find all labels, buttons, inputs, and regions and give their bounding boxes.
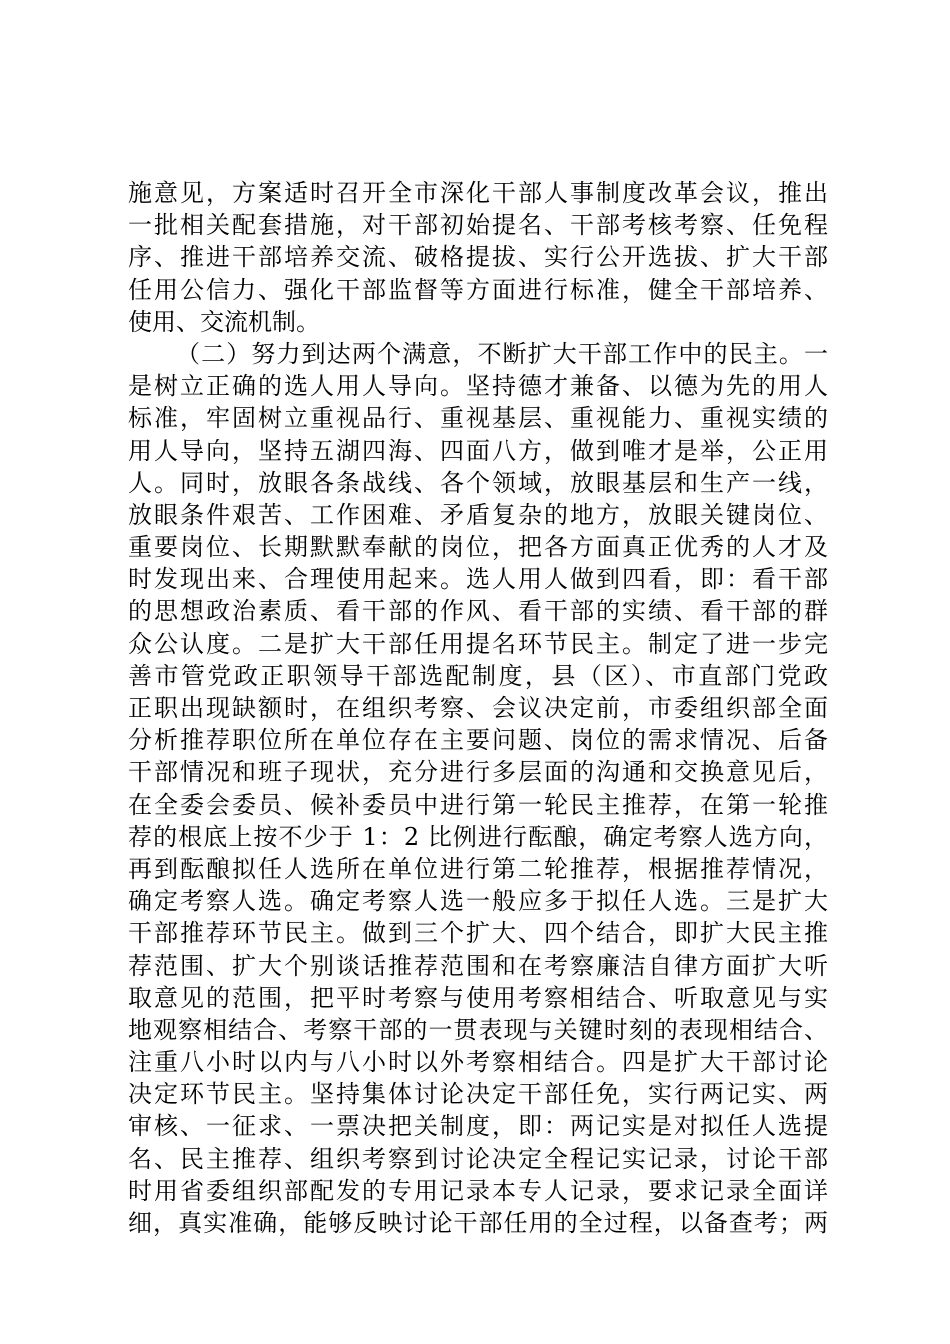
text-line: 善市管党政正职领导干部选配制度，县（区）、市直部门党政: [128, 661, 828, 690]
text-line: （二）努力到达两个满意，不断扩大干部工作中的民主。一: [176, 339, 828, 368]
text-line: 时用省委组织部配发的专用记录本专人记录，要求记录全面详: [128, 1176, 828, 1205]
text-line: 细，真实准确，能够反映讨论干部任用的全过程，以备查考；两: [128, 1209, 828, 1237]
text-line: 放眼条件艰苦、工作困难、矛盾复杂的地方，放眼关键岗位、: [128, 500, 828, 529]
text-line: 序、推进干部培养交流、破格提拔、实行公开选拔、扩大干部: [128, 243, 828, 272]
text-line: 使用、交流机制。: [128, 307, 320, 336]
text-line: 正职出现缺额时，在组织考察、会议决定前，市委组织部全面: [128, 694, 828, 722]
text-line: 再到酝酿拟任人选所在单位进行第二轮推荐，根据推荐情况，: [128, 854, 828, 883]
text-line: 荐范围、扩大个别谈话推荐范围和在考察廉洁自律方面扩大听: [128, 951, 828, 980]
text-line: 的思想政治素质、看干部的作风、看干部的实绩、看干部的群: [128, 597, 828, 626]
paragraph-2: [128, 338, 828, 1239]
text-line: 一批相关配套措施，对干部初始提名、干部考核考察、任免程: [128, 211, 828, 240]
text-line: 用人导向，坚持五湖四海、四面八方，做到唯才是举，公正用: [128, 436, 828, 465]
text-line: 决定环节民主。坚持集体讨论决定干部任免，实行两记实、两: [128, 1080, 828, 1109]
text-line: 施意见，方案适时召开全市深化干部人事制度改革会议，推出: [128, 179, 828, 207]
text-line: 任用公信力、强化干部监督等方面进行标准，健全干部培养、: [128, 275, 828, 304]
text-line: 是树立正确的选人用人导向。坚持德才兼备、以德为先的用人: [128, 372, 828, 401]
text-line: 荐的根底上按不少于 1：2 比例进行酝酿，确定考察人选方向，: [128, 822, 828, 851]
text-line: 众公认度。二是扩大干部任用提名环节民主。制定了进一步完: [128, 629, 828, 658]
text-line: 干部推荐环节民主。做到三个扩大、四个结合，即扩大民主推: [128, 919, 828, 948]
text-line: 标准，牢固树立重视品行、重视基层、重视能力、重视实绩的: [128, 404, 828, 433]
text-line: 分析推荐职位所在单位存在主要问题、岗位的需求情况、后备: [128, 726, 828, 755]
text-line: 重要岗位、长期默默奉献的岗位，把各方面真正优秀的人才及: [128, 533, 828, 562]
text-line: 干部情况和班子现状，充分进行多层面的沟通和交换意见后，: [128, 758, 828, 787]
text-line: 人。同时，放眼各条战线、各个领域，放眼基层和生产一线，: [128, 468, 828, 497]
body-text: [128, 177, 828, 1239]
paragraph-1: [128, 177, 828, 338]
text-line: 确定考察人选。确定考察人选一般应多于拟任人选。三是扩大: [128, 887, 828, 916]
text-line: 注重八小时以内与八小时以外考察相结合。四是扩大干部讨论: [128, 1048, 828, 1077]
text-line: 名、民主推荐、组织考察到讨论决定全程记实记录，讨论干部: [128, 1144, 828, 1173]
text-line: 取意见的范围，把平时考察与使用考察相结合、听取意见与实: [128, 983, 828, 1012]
text-line: 在全委会委员、候补委员中进行第一轮民主推荐，在第一轮推: [128, 790, 828, 819]
text-line: 时发现出来、合理使用起来。选人用人做到四看，即：看干部: [128, 565, 828, 594]
text-line: 审核、一征求、一票决把关制度，即：两记实是对拟任人选提: [128, 1112, 828, 1141]
text-line: 地观察相结合、考察干部的一贯表现与关键时刻的表现相结合、: [128, 1015, 828, 1044]
